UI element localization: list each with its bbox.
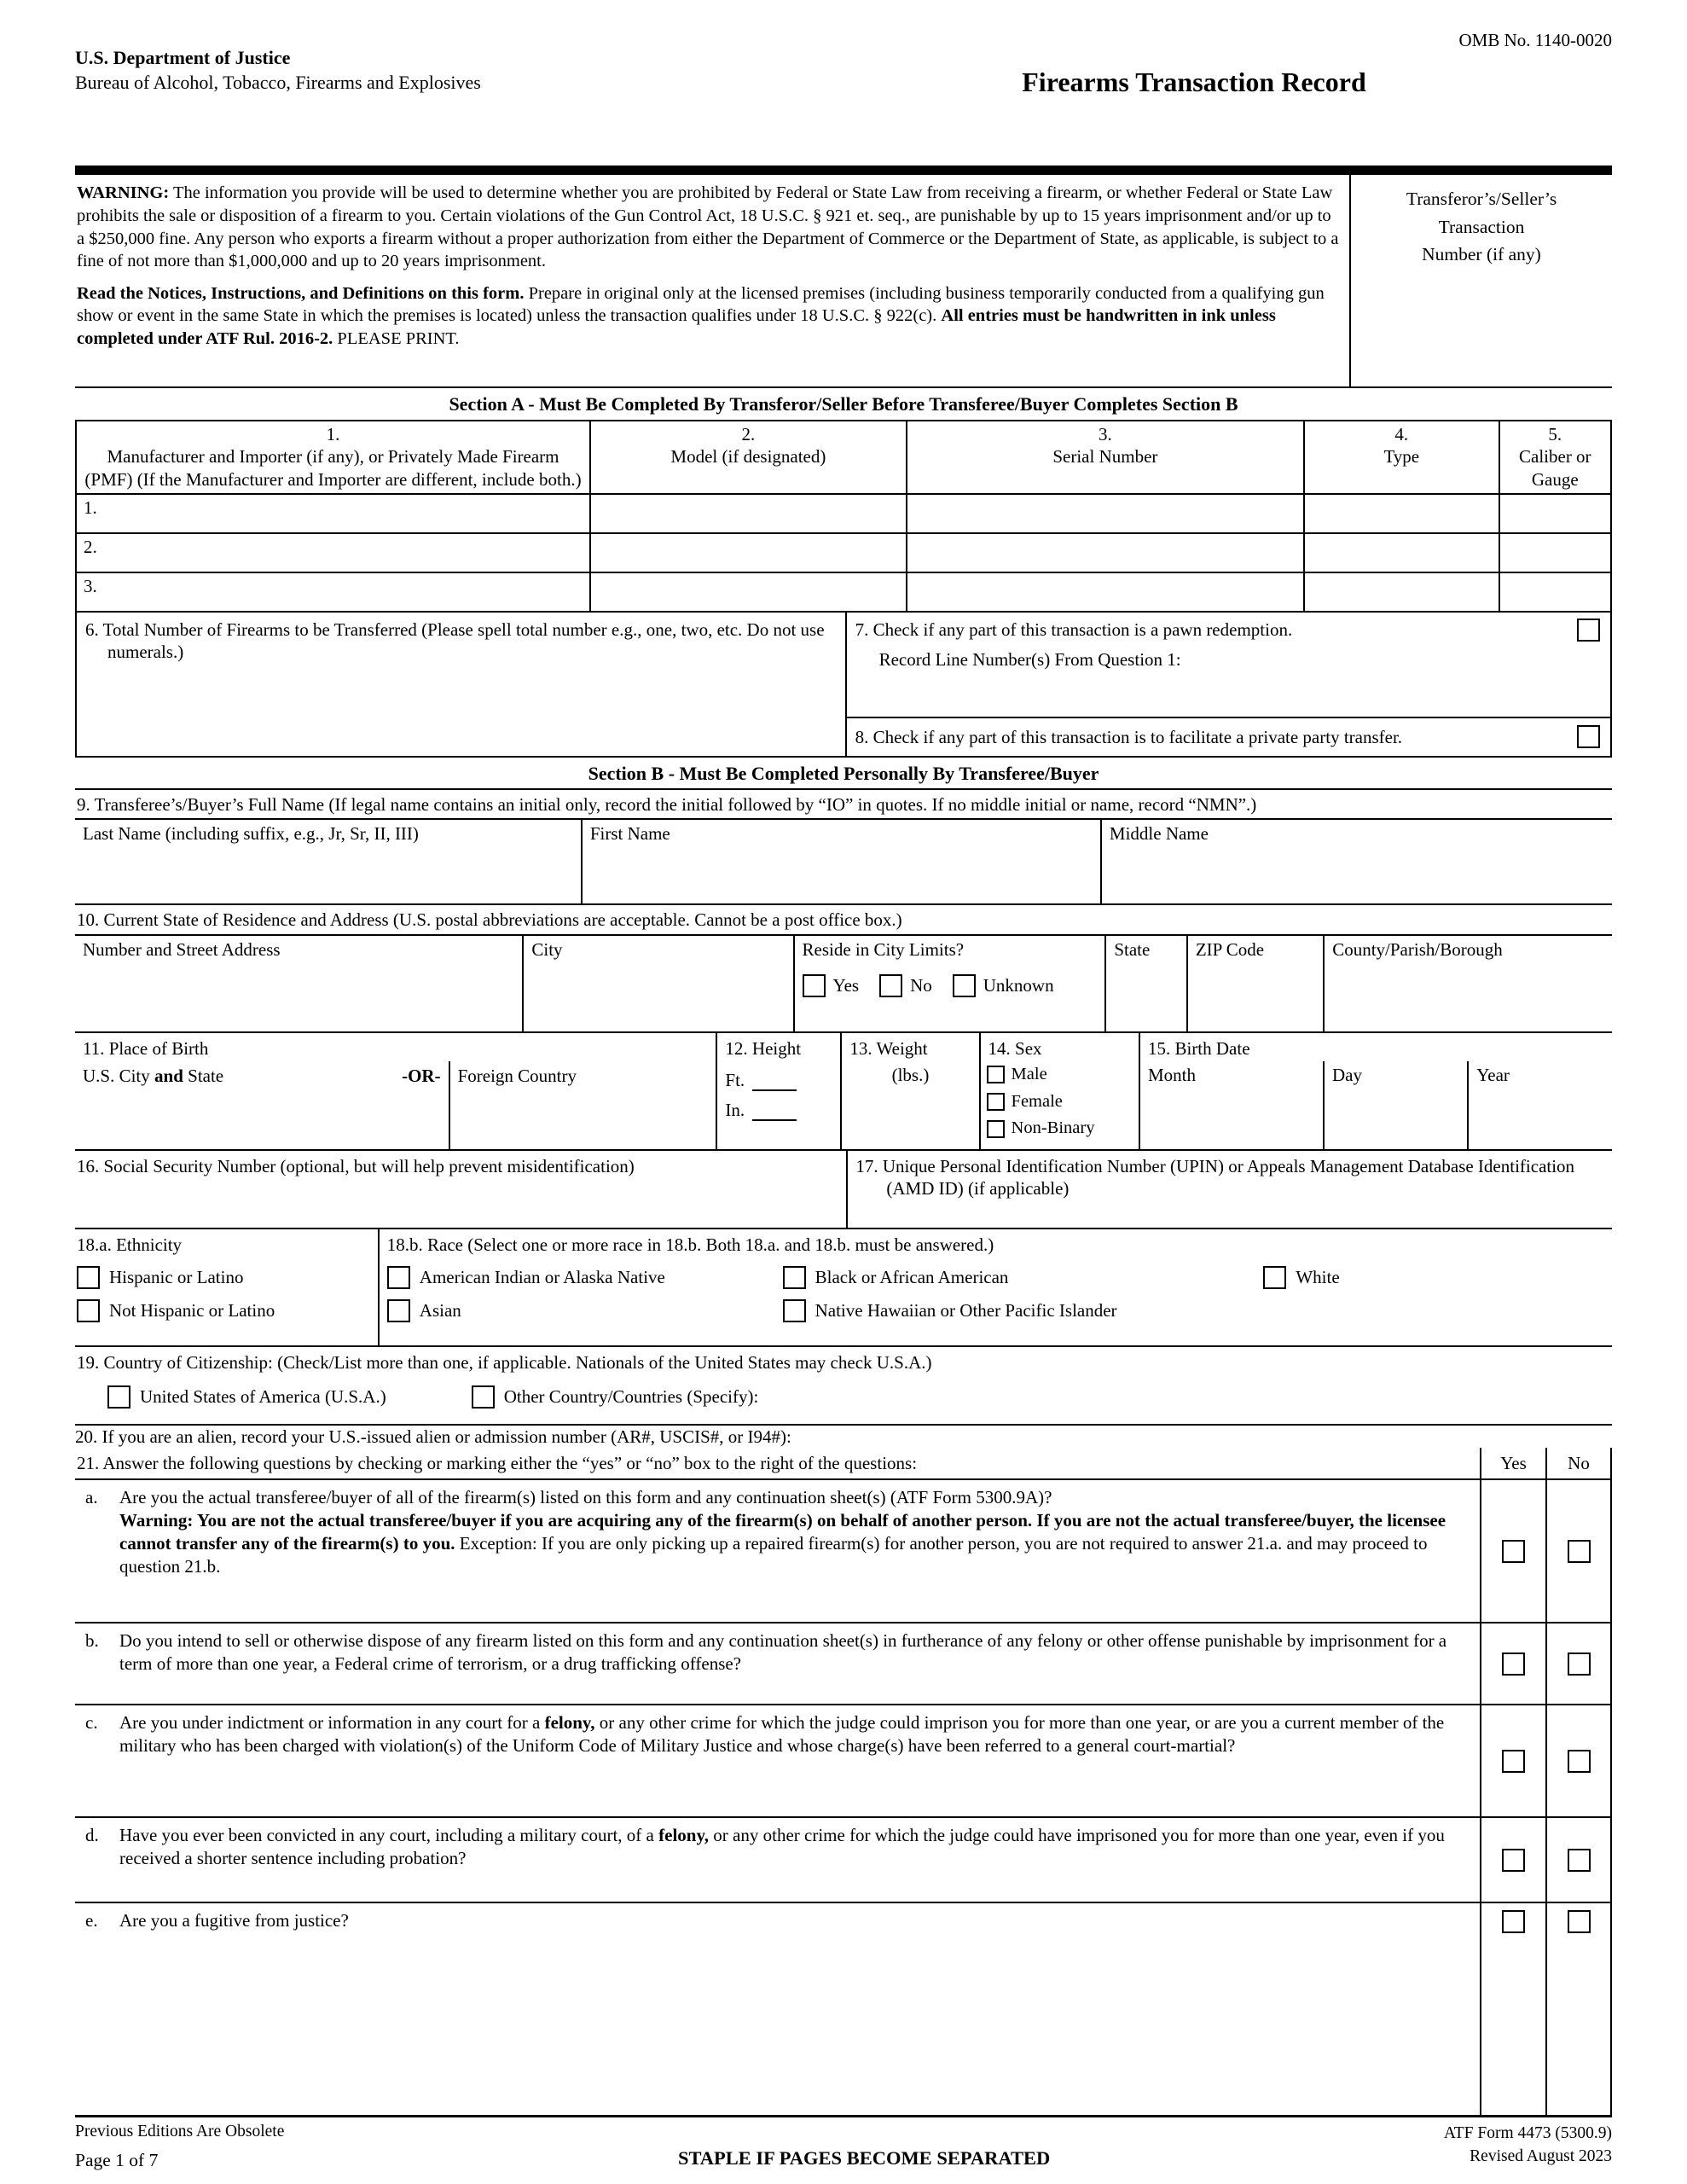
yes-column-header: Yes (1480, 1448, 1545, 1478)
q9-label: 9. Transferee’s/Buyer’s Full Name (If legal name contains an initial only, record the initial followed by “IO” in quotes. If no middle initial or name, record “NMN”.) (77, 794, 1257, 816)
city-limits-no-checkbox[interactable] (879, 974, 902, 997)
citizenship-usa-option (107, 1385, 386, 1409)
q21c-text-cell (75, 1705, 1480, 1816)
zip-code-field[interactable] (1186, 936, 1323, 1031)
city-limits-options (803, 974, 1098, 997)
q12-height-cell (716, 1033, 840, 1149)
q9-name-fields (75, 818, 1612, 903)
footer (75, 2115, 1612, 2172)
q17-label: 17. Unique Personal Identification Number (UPIN) or Appeals Management Database Identification (AMD ID) (if applicable) (855, 1155, 1575, 1199)
handwritten-note: All entries must be handwritten in ink unless completed under ATF Rul. 2016-2. (77, 306, 1276, 349)
q21b-yes-cell (1480, 1623, 1545, 1704)
birth-day-field[interactable] (1323, 1061, 1467, 1149)
race-black-checkbox[interactable] (783, 1266, 806, 1289)
q8-row (847, 717, 1610, 756)
q21-label: 21. Answer the following questions by checking or marking either the “yes” or “no” box to the right of the questions: (77, 1452, 918, 1473)
q21e-no-checkbox[interactable] (1568, 1910, 1591, 1933)
race-black-option (783, 1266, 1264, 1289)
col3-label: Serial Number (1052, 446, 1158, 468)
q21b-text-cell (75, 1623, 1480, 1704)
q21b-letter: b. (85, 1630, 99, 1652)
q7-q8-column (847, 613, 1610, 756)
race-hawaiian-label: Native Hawaiian or Other Pacific Islander (815, 1300, 1117, 1321)
transaction-number-label-line3: Number (if any) (1422, 243, 1541, 264)
warning-paragraph (77, 182, 1339, 273)
race-white-option (1263, 1266, 1604, 1289)
race-asian-option (387, 1299, 783, 1322)
city-limits-yes-option (803, 974, 860, 997)
warning-body: The information you provide will be used to determine whether you are prohibited by Federal or State Law from receiving a firearm, or whether Federal or State Law prohibits the sale or disposition of a firearm to you. Certain violations of the Gun Control Act, 18 U.S.C. § 921 et. seq., are punishable by up to 15 years imprisonment and/or up to a $250,000 fine. Any person who exports a firearm without a proper authorization from either the Department of Commerce or the Department of State, as applicable, is subject to a fine of not more than $1,000,000 and up to 20 years imprisonment. (77, 183, 1339, 271)
bureau-name: Bureau of Alcohol, Tobacco, Firearms and Explosives (75, 71, 481, 93)
read-paragraph (77, 282, 1339, 351)
q6-total-firearms-field[interactable] (77, 613, 847, 756)
q10-block (75, 905, 1612, 1032)
sex-nonbinary-checkbox[interactable] (987, 1120, 1005, 1138)
q21b-no-checkbox[interactable] (1568, 1653, 1591, 1676)
col-caliber-header (1499, 421, 1611, 494)
ethnicity-not-hispanic-label: Not Hispanic or Latino (109, 1300, 275, 1321)
or-label: -OR- (402, 1065, 441, 1086)
revised-date: Revised August 2023 (1470, 2147, 1612, 2166)
q18b-label: 18.b. Race (Select one or more race in 18.b. Both 18.a. and 18.b. must be answered.) (386, 1234, 994, 1255)
firearms-table (75, 421, 1612, 613)
birth-month-field[interactable] (1140, 1061, 1323, 1149)
race-black-label: Black or African American (815, 1267, 1009, 1288)
upin-field[interactable] (848, 1151, 1612, 1228)
q15-subcells (1140, 1061, 1612, 1149)
section-a-title (75, 388, 1612, 421)
ethnicity-hispanic-checkbox[interactable] (77, 1266, 100, 1289)
q21e-text-cell (75, 1903, 1480, 2115)
q21c-no-cell (1545, 1705, 1612, 1816)
q21d-letter: d. (85, 1825, 99, 1846)
q14-sex-cell (979, 1033, 1139, 1149)
race-asian-checkbox[interactable] (387, 1299, 410, 1322)
q21e-row (75, 1902, 1612, 2115)
citizenship-other-option (472, 1385, 759, 1409)
middle-name-field[interactable] (1100, 820, 1612, 903)
q15-label: 15. Birth Date (1147, 1037, 1250, 1059)
q8-label: 8. Check if any part of this transaction is to facilitate a private party transfer. (855, 726, 1403, 747)
col3-number: 3. (1099, 423, 1112, 444)
q7-record-line-field[interactable]: Record Line Number(s) From Question 1: (878, 648, 1181, 670)
header-right (776, 29, 1612, 99)
row-number: 1. (84, 497, 97, 518)
q21a-warning-bold: Warning: You are not the actual transferee/buyer if you are acquiring any of the firearm(s) on behalf of another person. If you are not the actual transferee/buyer, the licensee cannot transfer any of the firearm(s) to you. (119, 1510, 1446, 1554)
section-b-title (75, 758, 1612, 791)
q8-private-party-checkbox[interactable] (1577, 725, 1600, 748)
transaction-number-label-line2: Transaction (1438, 216, 1525, 237)
q21d-question-post: or any other crime for which the judge could have imprisoned you for more than one year, even if you received a shorter sentence including probation? (119, 1825, 1445, 1869)
city-limits-label: Reside in City Limits? (802, 938, 965, 960)
firearms-header-row (76, 421, 1611, 494)
staple-note: STAPLE IF PAGES BECOME SEPARATED (677, 2146, 1051, 2169)
section-a-title-text: Section A - Must Be Completed By Transferor/Seller Before Transferee/Buyer Completes Section B (449, 393, 1238, 415)
first-name-label: First Name (589, 823, 670, 845)
col1-label: Manufacturer and Importer (if any), or Privately Made Firearm (PMF) (If the Manufacturer and Importer are different, include both.) (84, 446, 582, 491)
ethnicity-cell (75, 1229, 380, 1345)
state-label: State (1114, 938, 1151, 960)
us-city-pre: U.S. City (83, 1065, 155, 1086)
street-address-field[interactable] (75, 936, 522, 1031)
race-hawaiian-checkbox[interactable] (783, 1299, 806, 1322)
footer-right (1444, 2122, 1612, 2172)
sex-female-option (981, 1089, 1139, 1116)
q21d-yes-cell (1480, 1818, 1545, 1902)
q13-weight-field[interactable] (840, 1033, 978, 1149)
race-american-indian-option (387, 1266, 783, 1289)
q7-text-block (855, 619, 1293, 671)
q15-birth-date-cell (1139, 1033, 1612, 1149)
q21c-felony-bold: felony, (544, 1712, 595, 1734)
sex-female-label: Female (1011, 1091, 1063, 1111)
q11-subcells (75, 1061, 716, 1149)
q10-label: 10. Current State of Residence and Address (U.S. postal abbreviations are acceptable. Cannot be a post office box.) (77, 909, 902, 931)
q21a-text-cell (75, 1480, 1480, 1622)
firearm3-manufacturer-cell[interactable] (76, 572, 590, 612)
city-limits-no-option (879, 974, 932, 997)
q21a-yes-checkbox[interactable] (1502, 1540, 1525, 1563)
q21d-row (75, 1816, 1612, 1902)
q21b-row (75, 1622, 1612, 1704)
firearm2-serial-cell[interactable] (907, 533, 1304, 572)
transaction-number-box[interactable] (1349, 175, 1612, 386)
q7-label: 7. Check if any part of this transaction is a pawn redemption. (855, 619, 1293, 640)
col-serial-header (907, 421, 1304, 494)
q21e-yes-checkbox[interactable] (1502, 1910, 1525, 1933)
ethnicity-hispanic-label: Hispanic or Latino (109, 1267, 244, 1288)
q21b-question: Do you intend to sell or otherwise dispose of any firearm listed on this form and any continuation sheet(s) in furtherance of any felony or other offense punishable by imprisonment for a term of more than one year, a Federal crime of terrorism, or a drug trafficking offense? (119, 1630, 1447, 1675)
firearm1-manufacturer-cell[interactable] (76, 494, 590, 533)
q21c-no-checkbox[interactable] (1568, 1750, 1591, 1773)
q21b-no-cell (1545, 1623, 1612, 1704)
birth-year-field[interactable] (1467, 1061, 1612, 1149)
col-model-header (590, 421, 907, 494)
race-asian-label: Asian (419, 1300, 461, 1321)
q21e-no-cell (1545, 1903, 1612, 2115)
citizenship-usa-label: United States of America (U.S.A.) (140, 1386, 386, 1408)
state-field[interactable] (1104, 936, 1186, 1031)
city-limits-no-label: No (910, 975, 932, 996)
q21c-question-pre: Are you under indictment or information in any court for a (119, 1712, 545, 1734)
sex-nonbinary-option (981, 1115, 1139, 1142)
us-city-and: and (154, 1065, 183, 1086)
firearm1-serial-cell[interactable] (907, 494, 1304, 533)
q21c-row (75, 1704, 1612, 1816)
birth-foreign-country-field[interactable] (450, 1061, 716, 1149)
height-in-line (717, 1091, 840, 1121)
q21a-exception: Exception: If you are only picking up a repaired firearm(s) for another person, you are not required to answer 21.a. and may proceed to question 21.b. (119, 1532, 1428, 1577)
previous-editions-note: Previous Editions Are Obsolete (75, 2122, 285, 2140)
q21d-no-checkbox[interactable] (1568, 1849, 1591, 1872)
birth-day-label: Day (1331, 1064, 1362, 1085)
ethnicity-not-hispanic-option (77, 1299, 374, 1322)
race-hawaiian-option (783, 1299, 1264, 1322)
ethnicity-not-hispanic-checkbox[interactable] (77, 1299, 100, 1322)
read-notices-label: Read the Notices, Instructions, and Definitions on this form. (77, 283, 525, 303)
header (75, 29, 1612, 99)
height-ft-label: Ft. (725, 1069, 745, 1090)
q18-block (75, 1229, 1612, 1347)
q16-q17-block (75, 1151, 1612, 1229)
q21e-question: Are you a fugitive from justice? (119, 1910, 349, 1931)
city-limits-yes-checkbox[interactable] (803, 974, 826, 997)
q18a-label: 18.a. Ethnicity (77, 1234, 183, 1255)
q21a-yes-cell (1480, 1480, 1545, 1622)
q21d-yes-checkbox[interactable] (1502, 1849, 1525, 1872)
firearm-row-1 (76, 494, 1611, 533)
read-notices-body: Prepare in original only at the licensed premises (including business temporarily conducted from a qualifying gun show or event in the same State in which the premises is located) unless the transaction qualifies under 18 U.S.C. § 922(c). (77, 283, 1325, 326)
q11-place-of-birth-cell (75, 1033, 716, 1149)
warning-label: WARNING: (77, 183, 170, 203)
birth-us-city-state-field[interactable] (75, 1061, 450, 1149)
q19-block (75, 1347, 1612, 1426)
q21a-no-cell (1545, 1480, 1612, 1622)
race-american-indian-label: American Indian or Alaska Native (419, 1267, 665, 1288)
county-field[interactable] (1323, 936, 1612, 1031)
q7-row (847, 613, 1610, 717)
q11-label: 11. Place of Birth (83, 1037, 209, 1059)
firearm3-serial-cell[interactable] (907, 572, 1304, 612)
col5-label: Caliber or Gauge (1519, 446, 1591, 491)
race-cell (380, 1229, 1612, 1345)
height-ft-line (717, 1061, 840, 1091)
q21c-question-post: or any other crime for which the judge could imprison you for more than one year, or are you a current member of the military who has been charged with violation(s) of the Uniform Code of Military Justice and whose charge(s) have been referred to a general court-martial? (119, 1712, 1445, 1757)
q19-label: 19. Country of Citizenship: (Check/List more than one, if applicable. Nationals of the United States may check U.S.A.) (77, 1351, 932, 1373)
col-type-header (1304, 421, 1499, 494)
q21a-warning-note (119, 1510, 1446, 1577)
height-ft-field[interactable] (752, 1074, 797, 1091)
q14-label: 14. Sex (988, 1037, 1042, 1059)
q21d-question-pre: Have you ever been convicted in any court, including a military court, of a (119, 1825, 659, 1846)
col-manufacturer-header (76, 421, 590, 494)
city-limits-unknown-option (953, 974, 1054, 997)
last-name-label: Last Name (including suffix, e.g., Jr, Sr, II, III) (83, 823, 419, 845)
q20-label: 20. If you are an alien, record your U.S.-issued alien or admission number (AR#, USCIS#, or I94#): (75, 1426, 791, 1447)
no-column-header: No (1545, 1448, 1612, 1478)
ethnicity-hispanic-option (77, 1266, 374, 1289)
q21d-no-cell (1545, 1818, 1612, 1902)
citizenship-other-checkbox[interactable] (472, 1385, 495, 1409)
city-limits-yes-label: Yes (832, 975, 860, 996)
section-b-title-text: Section B - Must Be Completed Personally By Transferee/Buyer (588, 762, 1099, 784)
weight-lbs-label: (lbs.) (891, 1064, 930, 1085)
agency-block (75, 29, 481, 95)
citizenship-options (77, 1385, 1610, 1409)
notices-section (75, 175, 1612, 388)
sex-male-option (981, 1061, 1139, 1089)
row-number: 3. (84, 575, 97, 596)
race-white-label: White (1296, 1267, 1340, 1288)
street-address-label: Number and Street Address (83, 938, 281, 960)
firearm1-model-cell[interactable] (590, 494, 907, 533)
foreign-country-label: Foreign Country (457, 1065, 577, 1086)
please-print-note: PLEASE PRINT. (333, 329, 460, 349)
q6-label: 6. Total Number of Firearms to be Transferred (Please spell total number e.g., one, two, etc. Do not use numerals.) (85, 619, 825, 662)
q13-label: 13. Weight (849, 1037, 928, 1059)
sex-female-checkbox[interactable] (987, 1093, 1005, 1111)
q21c-yes-checkbox[interactable] (1502, 1750, 1525, 1773)
q21e-yes-cell (1480, 1903, 1545, 2115)
row-number: 2. (84, 536, 97, 557)
q21c-yes-cell (1480, 1705, 1545, 1816)
omb-number: OMB No. 1140-0020 (1458, 30, 1612, 50)
form-title: Firearms Transaction Record (1022, 67, 1366, 98)
height-in-label: In. (725, 1100, 745, 1121)
city-limits-cell (793, 936, 1105, 1031)
firearm3-type-cell[interactable] (1304, 572, 1499, 612)
department-name: U.S. Department of Justice (75, 47, 291, 68)
form-number: ATF Form 4473 (5300.9) (1443, 2123, 1612, 2142)
q21d-felony-bold: felony, (658, 1825, 710, 1846)
q20-block (75, 1426, 1612, 1448)
race-white-checkbox[interactable] (1263, 1266, 1286, 1289)
firearm-row-2 (76, 533, 1611, 572)
col1-number: 1. (326, 423, 340, 444)
firearm2-model-cell[interactable] (590, 533, 907, 572)
transaction-number-label-line1: Transferor’s/Seller’s (1406, 189, 1557, 210)
q21a-no-checkbox[interactable] (1568, 1540, 1591, 1563)
q21e-letter: e. (85, 1910, 98, 1931)
q21a-question: Are you the actual transferee/buyer of all of the firearm(s) listed on this form and any continuation sheet(s) (ATF Form 5300.9A)? (119, 1487, 1052, 1508)
col4-label: Type (1383, 446, 1420, 468)
city-label: City (531, 938, 563, 960)
race-options-grid (387, 1266, 1604, 1322)
page-number: Page 1 of 7 (75, 2150, 159, 2171)
zip-code-label: ZIP Code (1195, 938, 1265, 960)
sex-male-checkbox[interactable] (987, 1066, 1005, 1083)
col4-number: 4. (1394, 423, 1409, 444)
sex-nonbinary-label: Non-Binary (1011, 1118, 1095, 1138)
q12-label: 12. Height (725, 1037, 802, 1059)
city-limits-unknown-checkbox[interactable] (953, 974, 976, 997)
firearm2-caliber-cell[interactable] (1499, 533, 1611, 572)
sex-male-label: Male (1011, 1064, 1047, 1083)
us-city-post: State (183, 1065, 224, 1086)
city-field[interactable] (522, 936, 792, 1031)
q21b-yes-checkbox[interactable] (1502, 1653, 1525, 1676)
ssn-field[interactable] (75, 1151, 848, 1228)
q9-block (75, 790, 1612, 905)
city-limits-unknown-label: Unknown (983, 975, 1054, 996)
birth-us-city-state-label (83, 1065, 223, 1087)
q21-header-row (75, 1448, 1612, 1480)
birth-year-label: Year (1476, 1064, 1510, 1085)
col2-number: 2. (741, 423, 756, 444)
firearm2-manufacturer-cell[interactable] (76, 533, 590, 572)
footer-left (75, 2122, 284, 2172)
q7-pawn-redemption-checkbox[interactable] (1577, 619, 1600, 642)
birth-month-label: Month (1147, 1064, 1196, 1085)
firearm1-caliber-cell[interactable] (1499, 494, 1611, 533)
q16-label: 16. Social Security Number (optional, but will help prevent misidentification) (77, 1155, 635, 1176)
col2-label: Model (if designated) (670, 446, 826, 468)
race-american-indian-checkbox[interactable] (387, 1266, 410, 1289)
middle-name-label: Middle Name (1109, 823, 1209, 845)
citizenship-other-label: Other Country/Countries (Specify): (503, 1386, 759, 1408)
height-in-field[interactable] (752, 1104, 797, 1121)
county-label: County/Parish/Borough (1332, 938, 1503, 960)
q10-address-fields (75, 934, 1612, 1031)
q11-q15-block (75, 1033, 1612, 1151)
first-name-field[interactable] (581, 820, 1100, 903)
firearm1-type-cell[interactable] (1304, 494, 1499, 533)
q6-q7-q8-block (75, 613, 1612, 758)
q21d-text-cell (75, 1818, 1480, 1902)
divider-bar (75, 166, 1612, 175)
race-grid-empty-cell (1263, 1299, 1604, 1322)
q21-block (75, 1448, 1612, 2115)
firearm3-model-cell[interactable] (590, 572, 907, 612)
firearm2-type-cell[interactable] (1304, 533, 1499, 572)
q21a-letter: a. (85, 1487, 98, 1508)
warning-text-block (75, 175, 1349, 386)
firearm3-caliber-cell[interactable] (1499, 572, 1611, 612)
citizenship-usa-checkbox[interactable] (107, 1385, 130, 1409)
last-name-field[interactable] (75, 820, 581, 903)
q21c-letter: c. (85, 1712, 98, 1734)
firearm-row-3 (76, 572, 1611, 612)
q21a-row (75, 1480, 1612, 1622)
col5-number: 5. (1548, 423, 1562, 444)
